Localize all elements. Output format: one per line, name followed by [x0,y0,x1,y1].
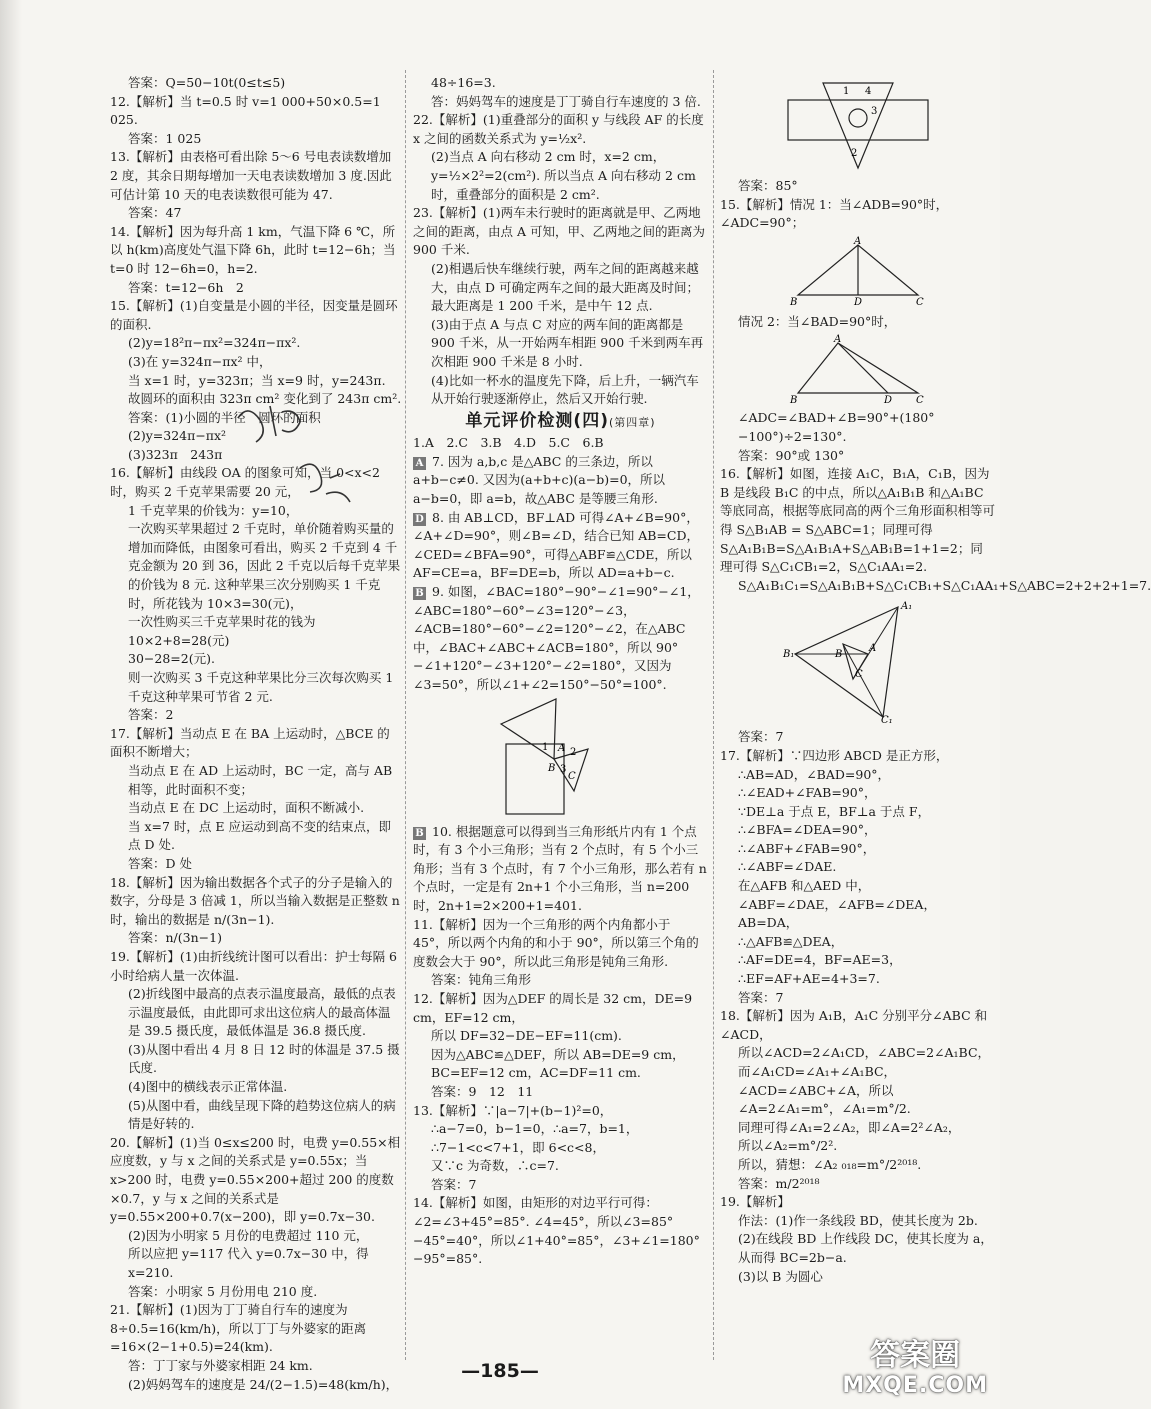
answer-line: 答案：n/(3n−1) [128,930,222,946]
figure-q14 [783,78,933,173]
answer-line: 答案：7 [431,1176,477,1192]
q16-line: 一次购买苹果超过 2 千克时，单价随着购买量的增加而降低，由图象可看出，购买 2 千克到 4 千克金额为 20 到 36，因此 2 千克以后每千克苹果的价钱为 8 元. 这种苹果三次分别购买 1 千克时，所花钱为 10×3=30(元)， [128,521,401,611]
q17c-line: ∴∠BFA=∠DEA=90°， [738,822,877,838]
section-heading [413,412,708,433]
label-D: D [853,296,862,308]
q12b: 12.【解析】因为△DEF 的周长是 32 cm，DE=9 cm，EF=12 cm， [413,990,693,1025]
label-C: C [915,296,924,308]
q9-text: 9. 如图，∠BAC=180°−90°−∠1=90°−∠1，∠ABC=180°−60°−∠3=120°−∠3，∠ACB=180°−60°−∠2=120°−∠2，在△ABC 中，∠BAC+∠ABC+∠ACB=180°，所以 90°−∠1+120°−∠3+120°−∠2=180°，又因为∠3=50°，所以∠1+∠2=150°−50°=100°. [413,584,700,692]
q11: 11.【解析】因为一个三角形的两个内角都小于 45°，所以两个内角的和小于 90°，所以第三个角的度数会大于 90°，所以此三角形是钝角三角形. [413,916,699,969]
q17c-line: ∴AF=DE=4，BF=AE=3， [738,952,902,968]
q17c-line: ∴△AFB≌△DEA， [738,933,844,949]
label-C: C [915,395,924,407]
label-B: B [547,762,555,774]
figure-q16 [782,599,933,727]
q21-line: 48÷16=3. [431,75,496,90]
column-right [720,74,1151,1286]
q19-line: (2)折线图中最高的点表示温度最高，最低的点表示温度最低，由此即可求出这位病人的最高体温是 39.5 摄氏度，最低体温是 36.8 摄氏度. [128,986,396,1039]
answer-line: 答案：7 [738,989,784,1005]
q22: 22.【解析】(1)重叠部分的面积 y 与线段 AF 的长度 x 之间的函数关系式为 y=½x². [413,112,704,146]
label-A: A [853,235,861,247]
answer-line: 答案：t=12−6h 2 [128,279,244,295]
q14b: 14.【解析】如图，由矩形的对边平行可得：∠2=∠3+45°=85°. ∠4=45°，所以∠3=85°−45°=40°，所以∠1+40°=85°，∠3+∠1=180°−95°=85°. [413,1195,700,1267]
q13b-line: ∴a−7=0，b−1=0，∴a=7，b=1， [431,1121,639,1137]
answer-tag-box: A [413,457,426,470]
answer-line: 答案：2 [128,707,174,723]
q23: 23.【解析】(1)两车未行驶时的距离就是甲、乙两地之间的距离，由点 A 可知，甲、乙两地之间的距离为 900 千米. [413,205,705,258]
label-B: B [789,296,797,308]
q19: 19.【解析】(1)由折线统计图可以看出：护士每隔 6 小时给病人量一次体温. [110,948,398,983]
q12b-line: 所以 DF=32−DE−EF=11(cm). [431,1028,622,1044]
label-A: A [833,334,841,346]
choice-answers: 1.A 2.C 3.B 4.D 5.C 6.B [413,435,604,451]
q15c-line: ∠ADC=∠BAD+∠B=90°+(180°−100°)÷2=130°. [738,410,935,444]
column-left [110,74,402,1394]
q19c-line: (3)以 B 为圆心 [738,1268,823,1284]
q21-line: 答：妈妈驾车的速度是丁丁骑自行车速度的 3 倍. [431,93,701,109]
column-middle [413,74,708,1269]
answer-tag-box: B [413,587,426,600]
answer-line: (3)323π 243π [128,446,223,462]
q15-line: (2)y=18²π−πx²=324π−πx². [128,335,301,351]
answer-line: 答案：9 12 11 [431,1083,534,1099]
answer-line: 答案：1 025 [128,130,202,146]
figure-q15-case2 [788,335,928,405]
label-4: 4 [864,86,871,97]
q20-line: (2)因为小明家 5 月份的电费超过 110 元， [128,1227,369,1243]
q19-line: (3)从图中看出 4 月 8 日 12 时的体温是 37.5 摄氏度. [128,1041,400,1076]
q17c-line: ∴∠ABF=∠DAE. [738,859,837,875]
q16-line: 一次性购买三千克苹果时花的钱为 10×2+8=28(元) [128,614,316,648]
q21-line: 答：丁丁家与外婆家相距 24 km. [128,1357,313,1373]
q19c: 19.【解析】 [720,1194,790,1210]
q17c-line: ∴AB=AD，∠BAD=90°， [738,766,891,782]
column-divider [713,70,714,1360]
q23-line: (4)比如一杯水的温度先下降，后上升，一辆汽车从开始行驶逐渐停止，然后又开始行驶. [431,372,699,407]
answer-line: 答案：90°或 130° [738,447,845,463]
watermark-title: 答案圈 [870,1338,961,1373]
label-D: D [883,395,892,407]
q17c-line: ∵DE⊥a 于点 E，BF⊥a 于点 F， [738,803,931,819]
q22-line: (2)当点 A 向右移动 2 cm 时，x=2 cm，y=½×2²=2(cm²). 所以当点 A 向右移动 2 cm 时，重叠部分的面积是 2 cm². [431,149,696,202]
watermark-url: MXQE.COM [842,1373,988,1398]
q17c-line: 在△AFB 和△AED 中， [738,878,871,894]
q20-line: 所以应把 y=117 代入 y=0.7x−30 中，得 x=210. [128,1246,369,1280]
label-B: B [834,649,842,661]
q19c-line: 作法：(1)作一条线段 BD，使其长度为 2b. [738,1212,978,1228]
label-C1: C₁ [880,715,893,727]
label-C: C [854,669,863,681]
q7-text: 7. 因为 a,b,c 是△ABC 的三条边，所以 a+b−c≠0. 又因为(a+b+c)(a−b)=0，所以 a−b=0，即 a=b，故△ABC 是等腰三角形. [413,453,666,507]
q14: 14.【解析】因为每升高 1 km，气温下降 6 ℃，所以 h(km)高度处气温下降 6h，此时 t=12−6h；当 t=0 时 12−6h=0，h=2. [110,223,396,276]
q17-line: 当动点 E 在 AD 上运动时，BC 一定，高与 AB 相等，此时面积不变； [128,762,393,797]
label-C: C [567,770,576,782]
q10 [413,823,708,916]
q15c-line: 情况 2：当∠BAD=90°时， [738,313,897,329]
column-divider [405,70,406,1360]
q18c-line: 所以∠A₂=m°/2². [738,1138,838,1154]
answer-line: 答案：小明家 5 月份用电 210 度. [128,1283,318,1299]
answer-line: 答案：钝角三角形 [431,972,532,988]
label-1: 1 [541,741,548,753]
section-title: 单元评价检测(四) [465,410,609,431]
answer-line: 答案：Q=50−10t(0≤t≤5) [128,75,286,90]
answer-line: 答案：7 [738,729,784,745]
q15-line: 故圆环的面积由 323π cm² 变化到了 243π cm². [128,391,402,407]
q15c: 15.【解析】情况 1：当∠ADB=90°时，∠ADC=90°； [720,196,949,231]
q17-line: 当 x=7 时，点 E 应运动到高不变的结束点，即点 D 处. [128,818,391,853]
binding-shadow [0,0,22,1409]
page-number: —185— [461,1360,539,1382]
q21-line: (2)妈妈驾车的速度是 24/(2−1.5)=48(km/h)， [128,1376,399,1392]
q16-line: 1 千克苹果的价钱为：y=10， [128,502,299,518]
q19-line: (4)图中的横线表示正常体温. [128,1079,288,1095]
q9 [413,583,708,695]
q8-text: 8. 由 AB⊥CD，BF⊥AD 可得∠A+∠B=90°，∠A+∠D=90°，则∠B=∠D，结合已知 AB=CD，∠CED=∠BFA=90°，可得△ABF≌△CDE，所以 AF=CE=a，BF=DE=b，所以 AD=a+b−c. [413,509,699,581]
q16: 16.【解析】由线段 OA 的图象可知，当 0<x<2 时，购买 2 千克苹果需要 20 元， [110,465,380,500]
q10-text: 10. 根据题意可以得到当三角形纸片内有 1 个点时，有 3 个小三角形；当有 2 个点时，有 5 个小三角形；当有 3 个点时，有 7 个小三角形，那么若有 n 个点时，一定是有 2n+1 个小三角形，当 n=200 时，2n+1=2×200+1=401. [413,823,707,913]
q13b: 13.【解析】∵|a−7|+(b−1)²=0， [413,1102,613,1118]
q12b-line: 因为△ABC≌△DEF，所以 AB=DE=9 cm，BC=EF=12 cm，AC=DF=11 cm. [431,1046,685,1081]
q18c-line: 而∠A₁CD=∠A₁+∠A₁BC，∠ACD=∠ABC+∠A，所以∠A=2∠A₁=m°，∠A₁=m°/2. [738,1064,911,1117]
q21: 21.【解析】(1)因为丁丁骑自行车的速度为 8÷0.5=16(km/h)，所以丁丁与外婆家的距离=16×(2−1+0.5)=24(km). [110,1302,367,1355]
q18c-line: 所以，猜想：∠A₂ ₀₁₈=m°/2²⁰¹⁸. [738,1156,922,1172]
label-2: 2 [850,148,857,159]
q17c: 17.【解析】∵四边形 ABCD 是正方形， [720,747,949,763]
answer-line: 答案：m/2²⁰¹⁸ [738,1175,820,1191]
answer-line: 答案：D 处 [128,855,192,871]
q7 [413,453,708,509]
q18c-line: 所以∠ACD=2∠A₁CD，∠ABC=2∠A₁BC， [738,1045,991,1061]
q23-line: (3)由于点 A 与点 C 对应的两车间的距离都是 900 千米，从一开始两车相距 900 千米到两车再次相距 900 千米是 8 小时. [431,316,704,369]
q19-line: (5)从图中看，曲线呈现下降的趋势这位病人的病情是好转的. [128,1097,396,1132]
label-A: A [868,643,876,655]
q15: 15.【解析】(1)自变量是小圆的半径，因变量是圆环的面积. [110,298,398,332]
q17c-line: ∠ABF=∠DAE，∠AFB=∠DEA，AB=DA， [738,896,936,931]
handwriting-scribble [230,398,380,548]
label-A1: A₁ [900,601,912,613]
q18c: 18.【解析】因为 A₁B，A₁C 分别平分∠ABC 和∠ACD， [720,1008,988,1042]
answer-line: 答案：47 [128,205,182,221]
label-A: A [557,742,565,754]
q17c-line: ∴∠ABF+∠FAB=90°， [738,840,876,856]
figure-q9 [496,699,626,819]
label-2: 2 [569,746,576,758]
answer-line: 答案：(1)小圆的半径 圆环的面积 [128,409,321,425]
q17c-line: ∴EF=AF+AE=4+3=7. [738,971,880,987]
label-3: 3 [559,763,566,775]
q16-line: 30−28=2(元). [128,651,215,667]
q17: 17.【解析】当动点 E 在 BA 上运动时，△BCE 的面积不断增大； [110,725,390,760]
q23-line: (2)相遇后快车继续行驶，两车之间的距离越来越大，由点 D 可确定两车之间的最大距离及时间；最大距离是 1 200 千米，是中午 12 点. [431,260,699,314]
q19c-line: (2)在线段 BD 上作线段 DC，使其长度为 a，从而得 BC=2b−a. [738,1231,993,1265]
q16c-line: S△A₁B₁C₁=S△A₁B₁B+S△C₁CB₁+S△C₁AA₁+S△ABC=2+2+2+1=7. [738,577,1151,593]
q13b-line: ∴7−1<c<7+1，即 6<c<8， [431,1139,605,1155]
q20: 20.【解析】(1)当 0≤x≤200 时，电费 y=0.55×相应度数，y 与 x 之间的关系式是 y=0.55x；当 x>200 时，电费 y=0.55×200+超过 200 的度数×0.7，y 与 x 之间的关系式是 y=0.55×200+0.7(x−200)，即 y=0.7x−30. [110,1134,401,1225]
answer-tag-box: D [413,513,426,526]
q16-line: 则一次购买 3 千克这种苹果比分三次每次购买 1 千克这种苹果可节省 2 元. [128,670,394,704]
q15-line: 当 x=1 时，y=323π；当 x=9 时，y=243π. [128,372,386,388]
label-B: B [789,395,797,407]
figure-q15-case1 [788,237,928,309]
q15-line: (3)在 y=324π−πx² 中， [128,353,272,369]
label-1: 1 [842,86,849,97]
section-subtitle: (第四章) [608,415,656,429]
label-B1: B₁ [782,649,794,661]
q13b-line: 又∵c 为奇数，∴c=7. [431,1158,559,1174]
watermark-logo [842,1338,988,1401]
q17c-line: ∴∠EAD+∠FAB=90°， [738,785,877,801]
q17-line: 当动点 E 在 DC 上运动时，面积不断减小. [128,800,365,816]
q12: 12.【解析】当 t=0.5 时 v=1 000+50×0.5=1 025. [110,93,381,128]
q18: 18.【解析】因为输出数据各个式子的分子是输入的数字，分母是 3 倍减 1，所以当输入数据是正整数 n 时，输出的数据是 n/(3n−1). [110,874,400,927]
answer-line: (2)y=324π−πx² [128,428,227,444]
answer-line: 答案：85° [738,178,798,193]
q13: 13.【解析】由表格可看出除 5～6 号电表读数增加 2 度，其余日期每增加一天电表读数增加 3 度.因此可估计第 10 天的电表读数很可能为 47. [110,149,392,202]
answer-tag-box: B [413,827,426,840]
q18c-line: 同理可得∠A₁=2∠A₂，即∠A=2²∠A₂， [738,1119,961,1135]
q16c: 16.【解析】如图，连接 A₁C，B₁A，C₁B，因为 B 是线段 B₁C 的中点，所以△A₁B₁B 和△A₁BC 等底同高，根据等底同高的两个三角形面积相等可得 S△B₁AB = S△ABC=1；同理可得 S△A₁B₁B=S△A₁B₁A+S△AB₁B=1+1=2；同理可得 S△C₁CB₁=2，S△C₁AA₁=2. [720,466,996,575]
label-3: 3 [870,106,877,117]
q8 [413,509,708,583]
